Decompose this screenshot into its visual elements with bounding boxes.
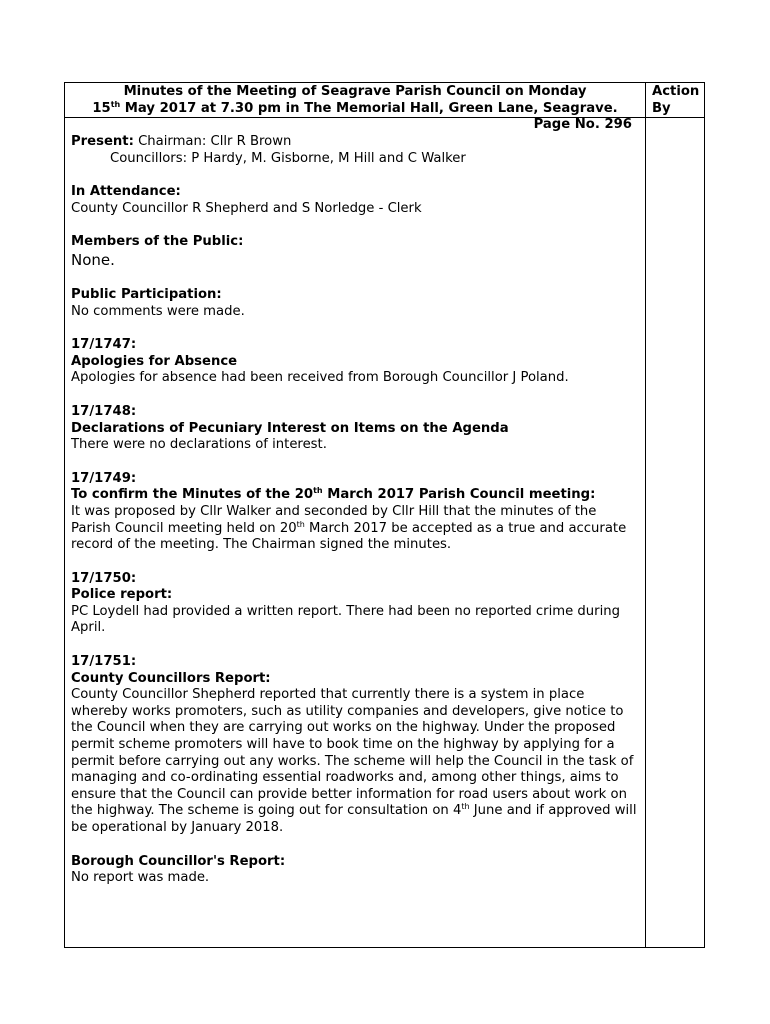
item-number: 17/1751: bbox=[71, 654, 137, 670]
item-heading: Declarations of Pecuniary Interest on Items on the Agenda bbox=[71, 420, 509, 436]
item-text: It was proposed by Cllr Walker and seconded by Cllr Hill that the minutes of the Parish Council meeting held on 20th March 2017 be accepted as a true and accurate record of the meeting. The Chairman signed the minutes. bbox=[71, 503, 627, 553]
item-text: County Councillor Shepherd reported that currently there is a system in place whereby works promoters, such as utility companies and developers, give notice to the Council when they are carrying out works on the highway. Under the proposed permit scheme promoters will have to book time on the highway by applying for a permit before carrying out any works. The scheme will help the Council in the task of managing and co-ordinating essential roadworks and, among other things, aims to ensure that the Council can provide better information for road users about work on the highway. The scheme is going out for consultation on 4th June and if approved will be operational by January 2018. bbox=[71, 687, 637, 835]
borough-text: No report was made. bbox=[71, 870, 210, 886]
present-chairman: Chairman: Cllr R Brown bbox=[133, 134, 292, 149]
attendance-section bbox=[71, 184, 639, 217]
item-17-1750 bbox=[71, 571, 639, 637]
page-number: Page No. 296 bbox=[533, 117, 632, 132]
present-section bbox=[71, 134, 639, 167]
item-17-1749 bbox=[71, 471, 639, 554]
item-heading: County Councillors Report: bbox=[71, 670, 271, 686]
item-heading: To confirm the Minutes of the 20th March 2017 Parish Council meeting: bbox=[71, 486, 596, 503]
public-text: None. bbox=[71, 250, 115, 269]
minutes-body bbox=[71, 134, 639, 904]
minutes-table bbox=[64, 82, 705, 948]
attendance-label: In Attendance: bbox=[71, 184, 181, 200]
item-text: PC Loydell had provided a written report. There had been no reported crime during April. bbox=[71, 603, 620, 636]
item-heading: Apologies for Absence bbox=[71, 353, 238, 369]
item-17-1747 bbox=[71, 337, 639, 387]
column-divider bbox=[645, 83, 646, 947]
action-by-header: Action By bbox=[652, 84, 700, 116]
participation-section bbox=[71, 287, 639, 320]
present-label: Present: bbox=[71, 134, 134, 149]
minutes-title bbox=[65, 84, 645, 117]
participation-label: Public Participation: bbox=[71, 286, 222, 302]
item-number: 17/1748: bbox=[71, 403, 137, 419]
present-councillors: Councillors: P Hardy, M. Gisborne, M Hill and C Walker bbox=[110, 150, 466, 166]
title-line-1: Minutes of the Meeting of Seagrave Parish Council on Monday bbox=[123, 84, 587, 99]
public-section bbox=[71, 234, 639, 270]
item-text: There were no declarations of interest. bbox=[71, 437, 327, 453]
item-number: 17/1749: bbox=[71, 470, 137, 486]
borough-section bbox=[71, 854, 639, 887]
item-17-1751 bbox=[71, 654, 639, 837]
item-text: Apologies for absence had been received from Borough Councillor J Poland. bbox=[71, 370, 569, 386]
title-line-2: 15th May 2017 at 7.30 pm in The Memorial Hall, Green Lane, Seagrave. bbox=[92, 99, 618, 116]
participation-text: No comments were made. bbox=[71, 303, 245, 319]
borough-heading: Borough Councillor's Report: bbox=[71, 853, 286, 869]
public-label: Members of the Public: bbox=[71, 234, 244, 250]
item-number: 17/1750: bbox=[71, 570, 137, 586]
item-17-1748 bbox=[71, 404, 639, 454]
item-heading: Police report: bbox=[71, 587, 173, 603]
item-number: 17/1747: bbox=[71, 337, 137, 353]
attendance-text: County Councillor R Shepherd and S Norledge - Clerk bbox=[71, 200, 422, 216]
